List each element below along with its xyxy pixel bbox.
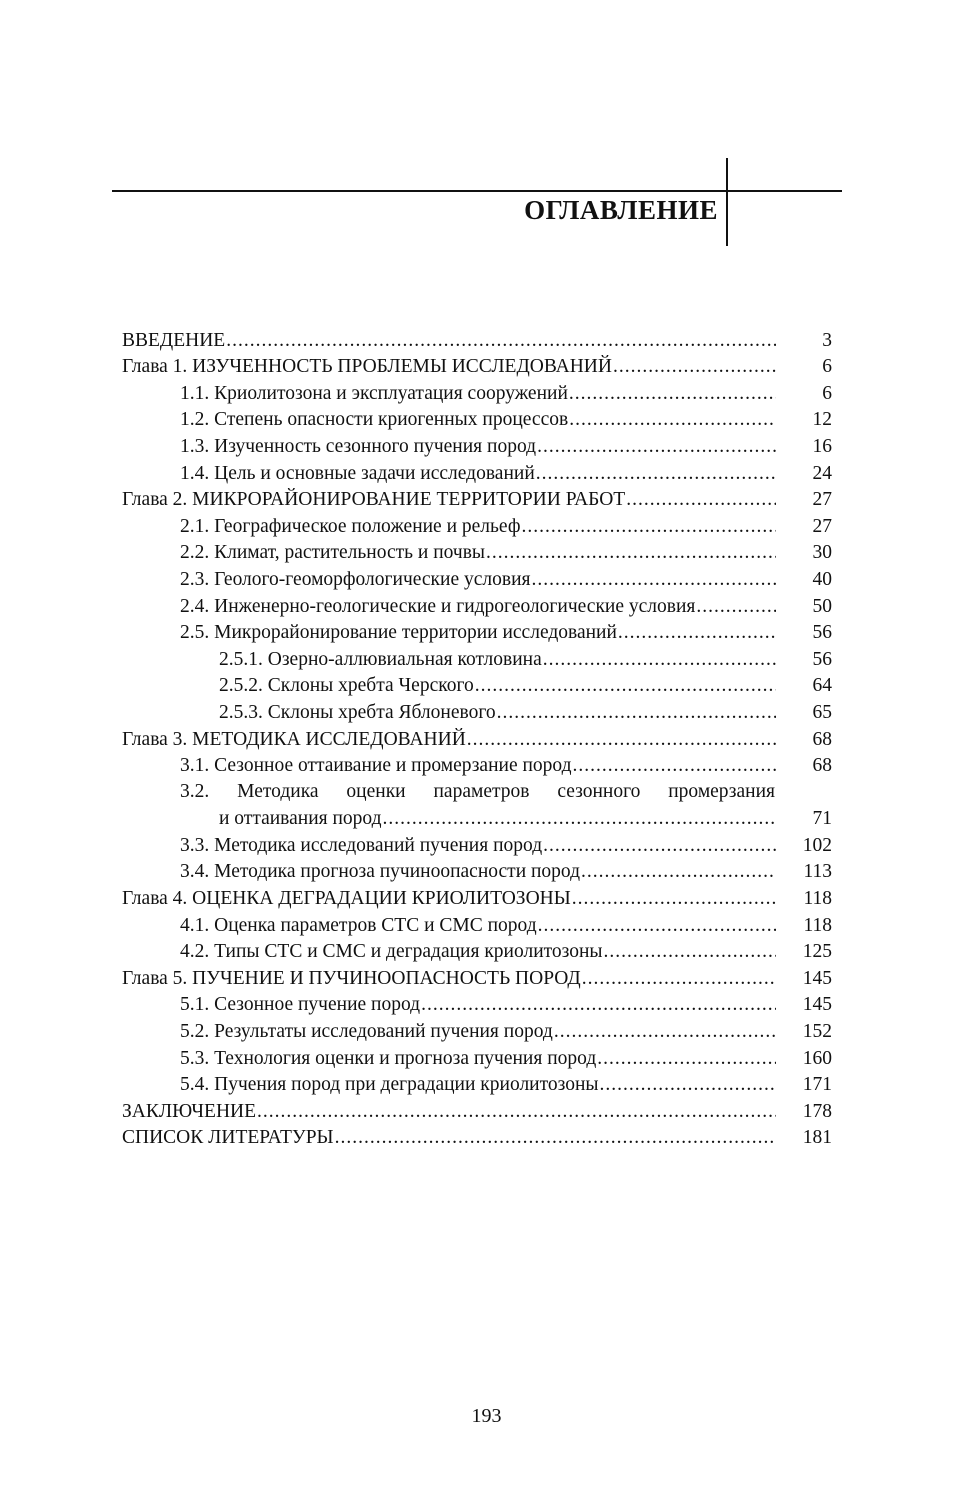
- toc-entry: [122, 673, 832, 700]
- dot-leader: [626, 487, 776, 513]
- dot-leader: [581, 859, 776, 885]
- toc-entry-title: 1.2. Степень опасности криогенных процессов: [180, 407, 569, 433]
- dot-leader: [573, 753, 776, 779]
- toc-entry-page: 64: [812, 675, 832, 697]
- dot-leader: [600, 1072, 777, 1098]
- page-title: ОГЛАВЛЕНИЕ: [524, 195, 718, 225]
- toc-entry-page: 118: [803, 914, 832, 936]
- toc-entry: [122, 380, 832, 407]
- dot-leader: [543, 647, 776, 673]
- toc-entry-page: 118: [803, 888, 832, 910]
- dot-leader: [383, 806, 776, 832]
- toc-entry-title: 2.5.3. Склоны хребта Яблоневого: [219, 700, 497, 726]
- toc-entry-page: 113: [803, 861, 832, 883]
- toc-entry-page: 178: [802, 1100, 832, 1122]
- toc-entry: [122, 566, 832, 593]
- dot-leader: [257, 1099, 776, 1125]
- toc-entry-page: 102: [802, 834, 832, 856]
- toc-entry-page: 181: [802, 1127, 832, 1149]
- toc-entry-title: 2.4. Инженерно-геологические и гидрогеологические условия: [180, 594, 696, 620]
- toc-entry-title: 3.4. Методика прогноза пучиноопасности пород: [180, 859, 581, 885]
- toc-entry: [122, 540, 832, 567]
- toc-entry-title: и оттаивания пород: [219, 806, 383, 832]
- toc-entry: [122, 912, 832, 939]
- toc-entry-title: 3.2. Методика оценки параметров сезонного промерзания: [180, 779, 776, 805]
- toc-entry-title: 1.3. Изученность сезонного пучения пород: [180, 434, 537, 460]
- toc-entry: [122, 859, 832, 886]
- toc-entry-title: 5.3. Технология оценки и прогноза пучения пород: [180, 1046, 597, 1072]
- toc-entry: [122, 407, 832, 434]
- dot-leader: [475, 673, 776, 699]
- toc-entry: [122, 1072, 832, 1099]
- toc-entry: [122, 327, 832, 354]
- toc-entry-page: 3: [822, 329, 832, 351]
- dot-leader: [572, 886, 776, 912]
- toc-entry-page: 125: [802, 941, 832, 963]
- toc-entry-title: Глава 2. МИКРОРАЙОНИРОВАНИЕ ТЕРРИТОРИИ РАБОТ: [122, 487, 626, 513]
- toc-entry: [122, 354, 832, 381]
- dot-leader: [543, 833, 776, 859]
- toc-entry-page: 56: [812, 622, 832, 644]
- dot-leader: [521, 514, 776, 540]
- toc-entry-title: 2.5.1. Озерно-аллювиальная котловина: [219, 647, 543, 673]
- toc-entry-title: 1.1. Криолитозона и эксплуатация сооружений: [180, 381, 569, 407]
- toc-entry-page: 160: [802, 1047, 832, 1069]
- toc-entry-title: 3.3. Методика исследований пучения пород: [180, 833, 543, 859]
- toc-entry: [122, 513, 832, 540]
- toc-entry-page: 40: [812, 568, 832, 590]
- toc-entry: [122, 832, 832, 859]
- toc-entry-page: 152: [802, 1021, 832, 1043]
- toc-entry-continuation: [122, 806, 832, 833]
- toc-entry-title: 1.4. Цель и основные задачи исследований: [180, 461, 536, 487]
- toc-entry: [122, 779, 832, 806]
- toc-entry: [122, 1018, 832, 1045]
- dot-leader: [497, 700, 776, 726]
- toc-entry-page: 30: [812, 542, 832, 564]
- toc-entry: [122, 939, 832, 966]
- toc-entry-page: 171: [802, 1074, 832, 1096]
- dot-leader: [532, 567, 777, 593]
- toc-entry-page: 145: [802, 967, 832, 989]
- toc-entry-page: 65: [812, 701, 832, 723]
- dot-leader: [604, 939, 776, 965]
- toc-entry-page: 16: [812, 435, 832, 457]
- table-of-contents: [122, 327, 832, 1151]
- toc-entry-page: 56: [812, 648, 832, 670]
- dot-leader: [421, 992, 776, 1018]
- toc-entry: [122, 726, 832, 753]
- toc-entry-page: 71: [812, 808, 832, 830]
- toc-entry-title: 2.2. Климат, растительность и почвы: [180, 540, 486, 566]
- toc-entry-page: 27: [812, 515, 832, 537]
- toc-entry-page: 50: [812, 595, 832, 617]
- dot-leader: [618, 620, 776, 646]
- toc-entry-page: 24: [812, 462, 832, 484]
- toc-entry-title: 2.5.2. Склоны хребта Черского: [219, 673, 475, 699]
- dot-leader: [537, 434, 776, 460]
- dot-leader: [226, 328, 776, 354]
- toc-entry-title: 4.1. Оценка параметров СТС и СМС пород: [180, 913, 538, 939]
- toc-entry-title: ВВЕДЕНИЕ: [122, 328, 226, 354]
- toc-entry-title: Глава 3. МЕТОДИКА ИССЛЕДОВАНИЙ: [122, 727, 467, 753]
- toc-entry-title: Глава 1. ИЗУЧЕННОСТЬ ПРОБЛЕМЫ ИССЛЕДОВАНИЙ: [122, 354, 613, 380]
- toc-entry: [122, 699, 832, 726]
- dot-leader: [467, 727, 776, 753]
- toc-entry-page: 27: [812, 489, 832, 511]
- toc-entry-title: 5.4. Пучения пород при деградации криолитозоны: [180, 1072, 600, 1098]
- dot-leader: [554, 1019, 776, 1045]
- toc-entry-title: Глава 4. ОЦЕНКА ДЕГРАДАЦИИ КРИОЛИТОЗОНЫ: [122, 886, 572, 912]
- toc-entry-title: 5.1. Сезонное пучение пород: [180, 992, 421, 1018]
- toc-entry-title: 4.2. Типы СТС и СМС и деградация криолитозоны: [180, 939, 604, 965]
- toc-entry-page: 12: [812, 409, 832, 431]
- dot-leader: [536, 461, 776, 487]
- toc-entry: [122, 646, 832, 673]
- dot-leader: [486, 540, 776, 566]
- dot-leader: [538, 913, 776, 939]
- toc-entry: [122, 487, 832, 514]
- toc-entry: [122, 753, 832, 780]
- toc-entry: [122, 433, 832, 460]
- dot-leader: [582, 966, 776, 992]
- toc-entry-page: 6: [822, 356, 832, 378]
- toc-entry: [122, 992, 832, 1019]
- toc-entry-title: Глава 5. ПУЧЕНИЕ И ПУЧИНООПАСНОСТЬ ПОРОД: [122, 966, 582, 992]
- toc-entry-page: 68: [812, 728, 832, 750]
- dot-leader: [335, 1125, 776, 1151]
- toc-entry-title: 3.1. Сезонное оттаивание и промерзание пород: [180, 753, 573, 779]
- toc-entry: [122, 460, 832, 487]
- toc-entry-page: 145: [802, 994, 832, 1016]
- toc-entry: [122, 620, 832, 647]
- dot-leader: [613, 354, 776, 380]
- toc-entry-title: 2.5. Микрорайонирование территории исследований: [180, 620, 618, 646]
- dot-leader: [569, 407, 776, 433]
- toc-entry: [122, 965, 832, 992]
- toc-entry: [122, 885, 832, 912]
- page-number: 193: [471, 1405, 502, 1427]
- toc-entry-title: 2.1. Географическое положение и рельеф: [180, 514, 521, 540]
- toc-entry: [122, 1125, 832, 1152]
- toc-entry-page: 6: [822, 382, 832, 404]
- toc-entry-page: 68: [812, 755, 832, 777]
- toc-entry: [122, 1045, 832, 1072]
- toc-entry-title: СПИСОК ЛИТЕРАТУРЫ: [122, 1125, 335, 1151]
- header-rule-vertical: [726, 158, 728, 246]
- dot-leader: [696, 594, 776, 620]
- toc-entry: [122, 593, 832, 620]
- dot-leader: [597, 1046, 776, 1072]
- header-rule-horizontal: [112, 190, 842, 192]
- toc-entry-title: ЗАКЛЮЧЕНИЕ: [122, 1099, 257, 1125]
- toc-entry-title: 5.2. Результаты исследований пучения пород: [180, 1019, 554, 1045]
- toc-entry: [122, 1098, 832, 1125]
- dot-leader: [569, 381, 776, 407]
- toc-entry-title: 2.3. Геолого-геоморфологические условия: [180, 567, 532, 593]
